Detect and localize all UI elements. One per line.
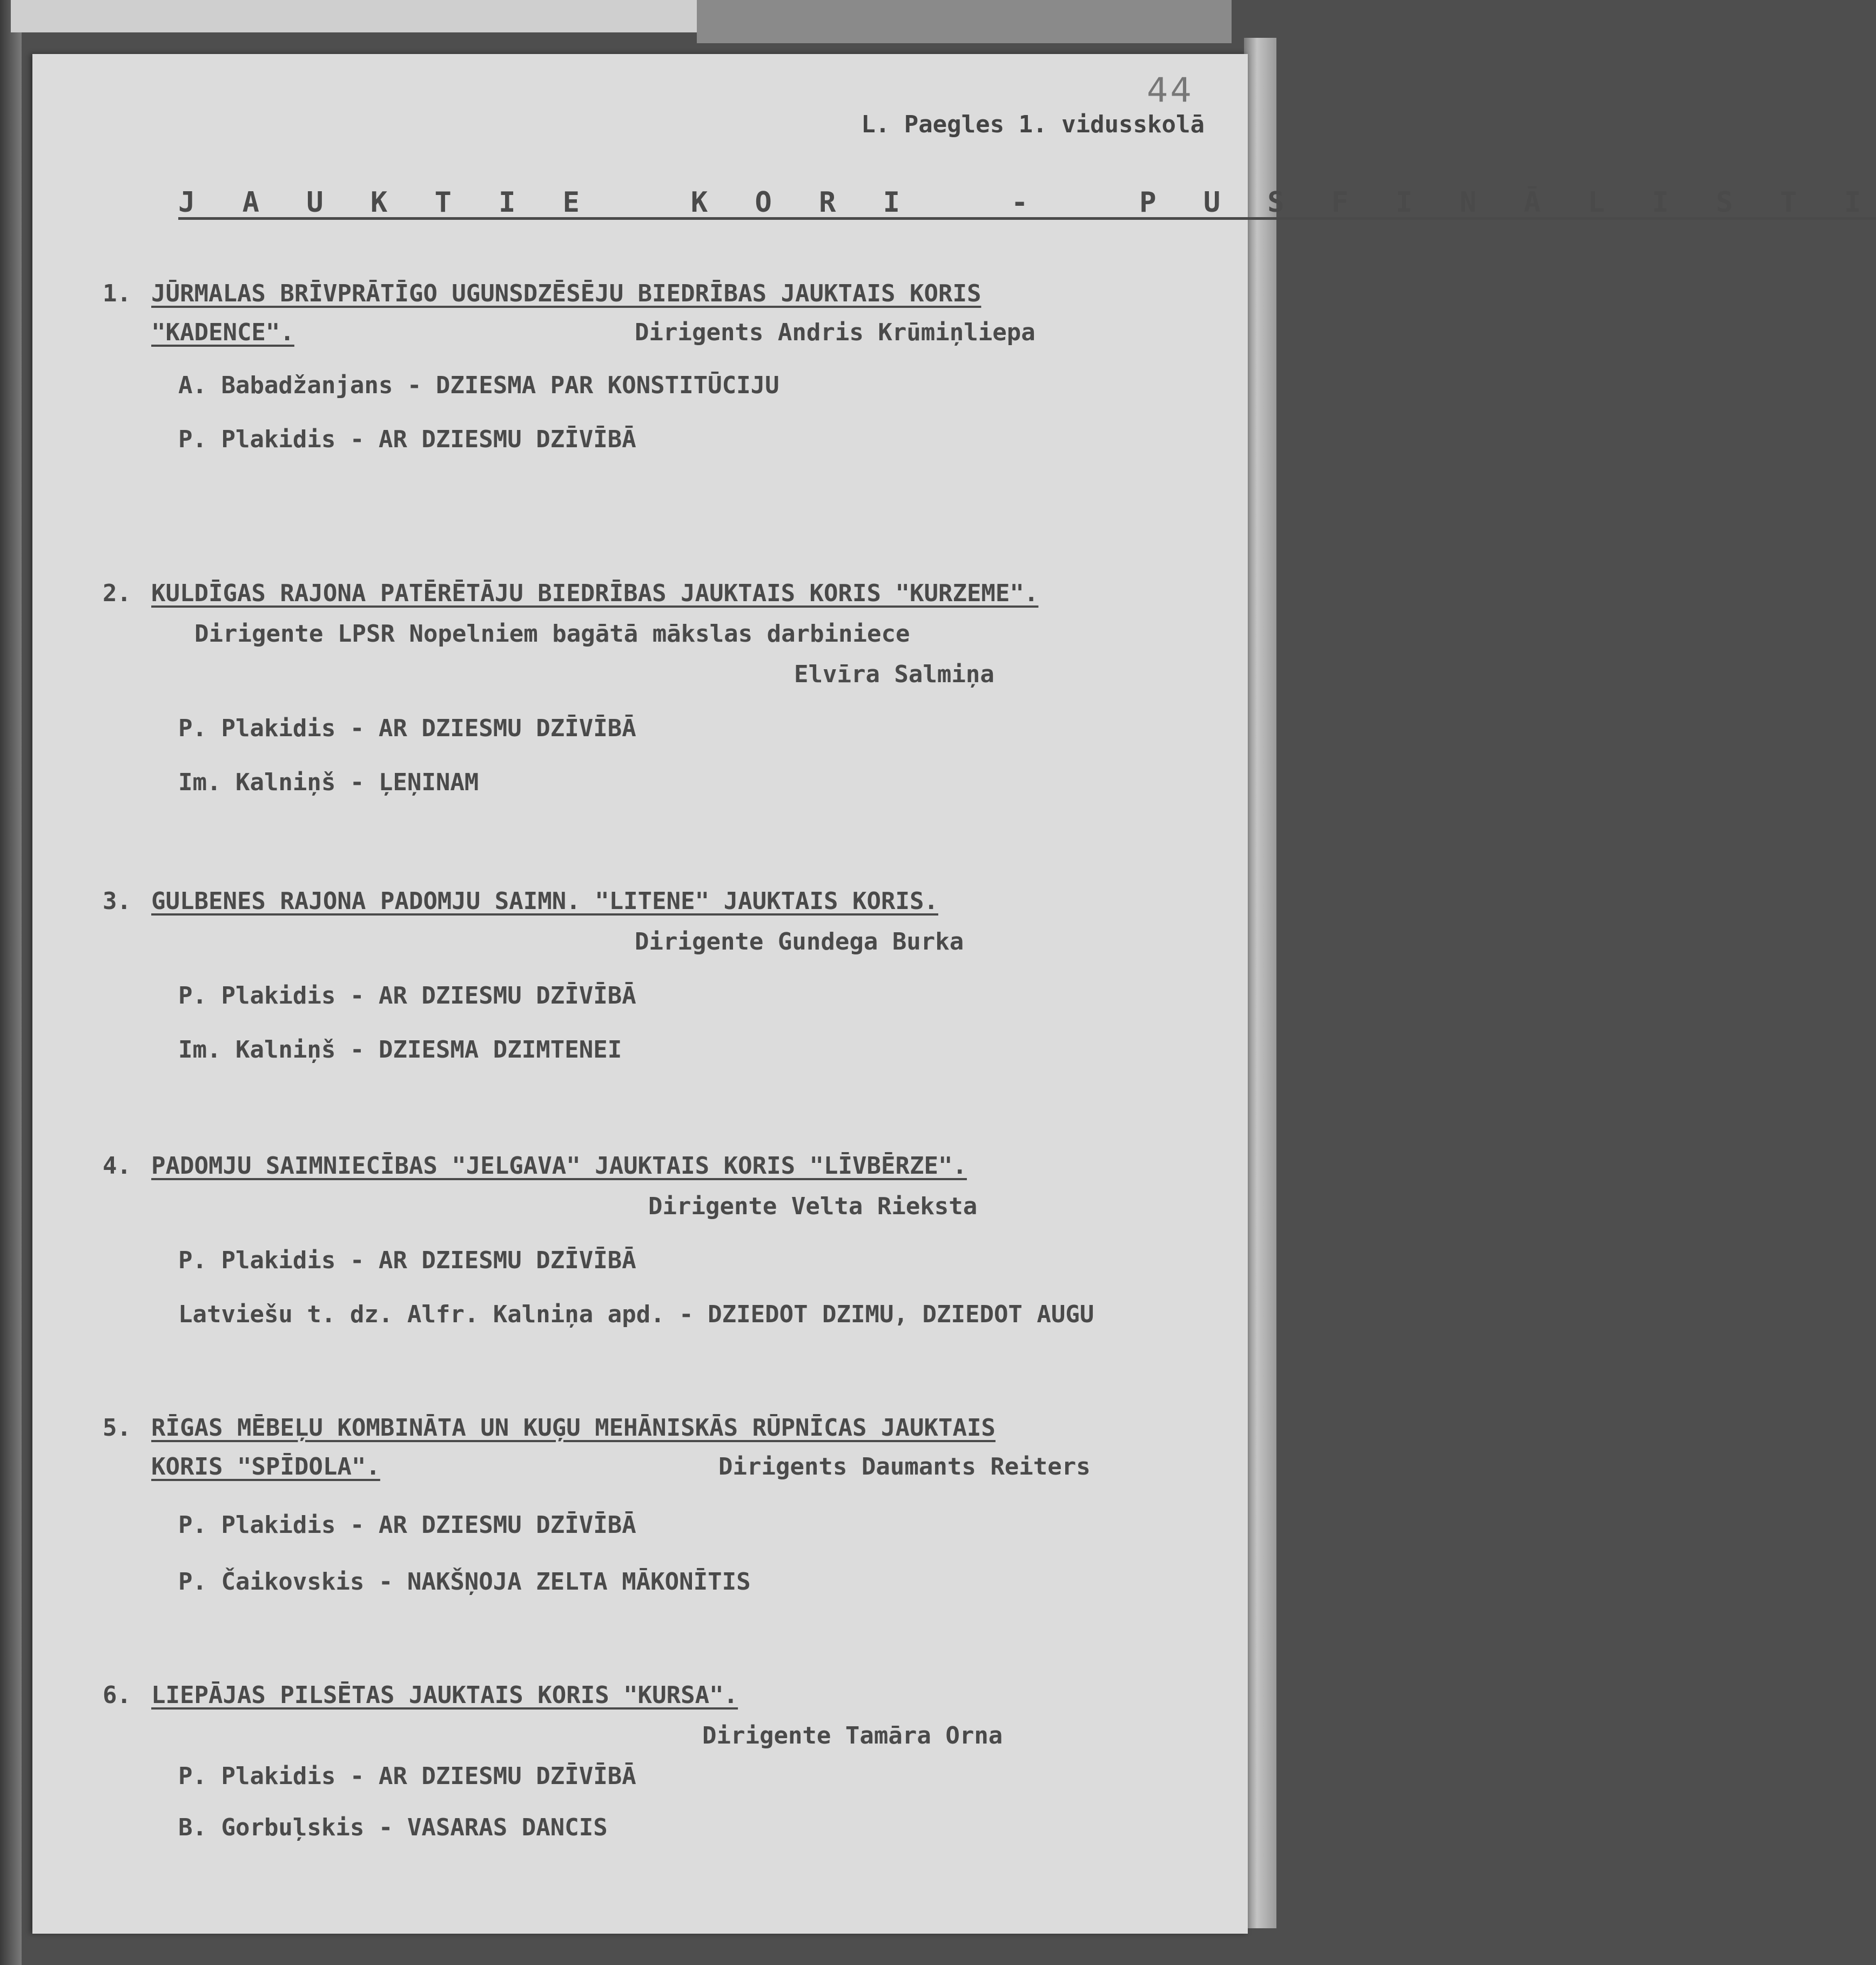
- document-page: [32, 54, 1876, 1934]
- song: Latviešu t. dz. Alfr. Kalniņa apd. - DZIEDOT DZIMU, DZIEDOT AUGU: [178, 1301, 1094, 1328]
- entry-number: 2.: [103, 580, 131, 607]
- song: P. Plakidis - AR DZIESMU DZĪVĪBĀ: [178, 1511, 636, 1539]
- choir-name: RĪGAS MĒBEĻU KOMBINĀTA UN KUĢU MEHĀNISKĀS RŪPNĪCAS JAUKTAIS: [151, 1414, 996, 1442]
- school-header: L. Paegles 1. vidusskolā: [861, 111, 1205, 138]
- entry-number: 4.: [103, 1152, 131, 1180]
- conductor: Elvīra Salmiņa: [794, 661, 994, 688]
- song: P. Plakidis - AR DZIESMU DZĪVĪBĀ: [178, 982, 636, 1010]
- conductor: Dirigente Tamāra Orna: [702, 1722, 1003, 1749]
- choir-name: JŪRMALAS BRĪVPRĀTĪGO UGUNSDZĒSĒJU BIEDRĪBAS JAUKTAIS KORIS: [151, 280, 981, 307]
- stacked-pages-edge: [1244, 38, 1276, 1928]
- back-sheet: [11, 0, 702, 32]
- song: P. Plakidis - AR DZIESMU DZĪVĪBĀ: [178, 426, 636, 453]
- choir-name: PADOMJU SAIMNIECĪBAS "JELGAVA" JAUKTAIS KORIS "LĪVBĒRZE".: [151, 1152, 967, 1180]
- song: P. Čaikovskis - NAKŠŅOJA ZELTA MĀKONĪTIS: [178, 1568, 751, 1596]
- entry-number: 3.: [103, 887, 131, 915]
- entry-number: 5.: [103, 1414, 131, 1442]
- conductor-title: Dirigente LPSR Nopelniem bagātā mākslas darbiniece: [194, 620, 910, 648]
- choir-name: GULBENES RAJONA PADOMJU SAIMN. "LITENE" JAUKTAIS KORIS.: [151, 887, 938, 915]
- song: Im. Kalniņš - ĻEŅINAM: [178, 769, 479, 796]
- song: P. Plakidis - AR DZIESMU DZĪVĪBĀ: [178, 1762, 636, 1790]
- choir-name-cont: KORIS "SPĪDOLA".: [151, 1453, 380, 1481]
- conductor: Dirigents Andris Krūmiņliepa: [635, 319, 1036, 346]
- song: Im. Kalniņš - DZIESMA DZIMTENEI: [178, 1036, 622, 1064]
- binding-edge: [0, 0, 22, 1965]
- page-title: J A U K T I E K O R I - P U S F I N Ā L I S T I: [178, 186, 1876, 219]
- conductor: Dirigents Daumants Reiters: [718, 1453, 1091, 1481]
- choir-name: LIEPĀJAS PILSĒTAS JAUKTAIS KORIS "KURSA".: [151, 1681, 738, 1709]
- choir-entry: [103, 1407, 1226, 1623]
- back-sheet-dark: [697, 0, 1232, 43]
- conductor: Dirigente Gundega Burka: [635, 928, 964, 955]
- choir-entry: [103, 880, 1226, 1064]
- entry-number: 1.: [103, 280, 131, 307]
- song: A. Babadžanjans - DZIESMA PAR KONSTITŪCIJU: [178, 372, 779, 399]
- choir-name-cont: "KADENCE".: [151, 319, 294, 346]
- choir-entry: [103, 1674, 1226, 1869]
- conductor: Dirigente Velta Rieksta: [648, 1193, 978, 1220]
- choir-entry: [103, 573, 1226, 805]
- choir-name: KULDĪGAS RAJONA PATĒRĒTĀJU BIEDRĪBAS JAUKTAIS KORIS "KURZEME".: [151, 580, 1039, 607]
- song: P. Plakidis - AR DZIESMU DZĪVĪBĀ: [178, 1247, 636, 1274]
- entry-number: 6.: [103, 1681, 131, 1709]
- choir-entry: [103, 273, 1226, 451]
- song: P. Plakidis - AR DZIESMU DZĪVĪBĀ: [178, 715, 636, 742]
- page-number: 44: [1147, 70, 1194, 110]
- song: B. Gorbuļskis - VASARAS DANCIS: [178, 1814, 608, 1841]
- choir-entry: [103, 1145, 1226, 1334]
